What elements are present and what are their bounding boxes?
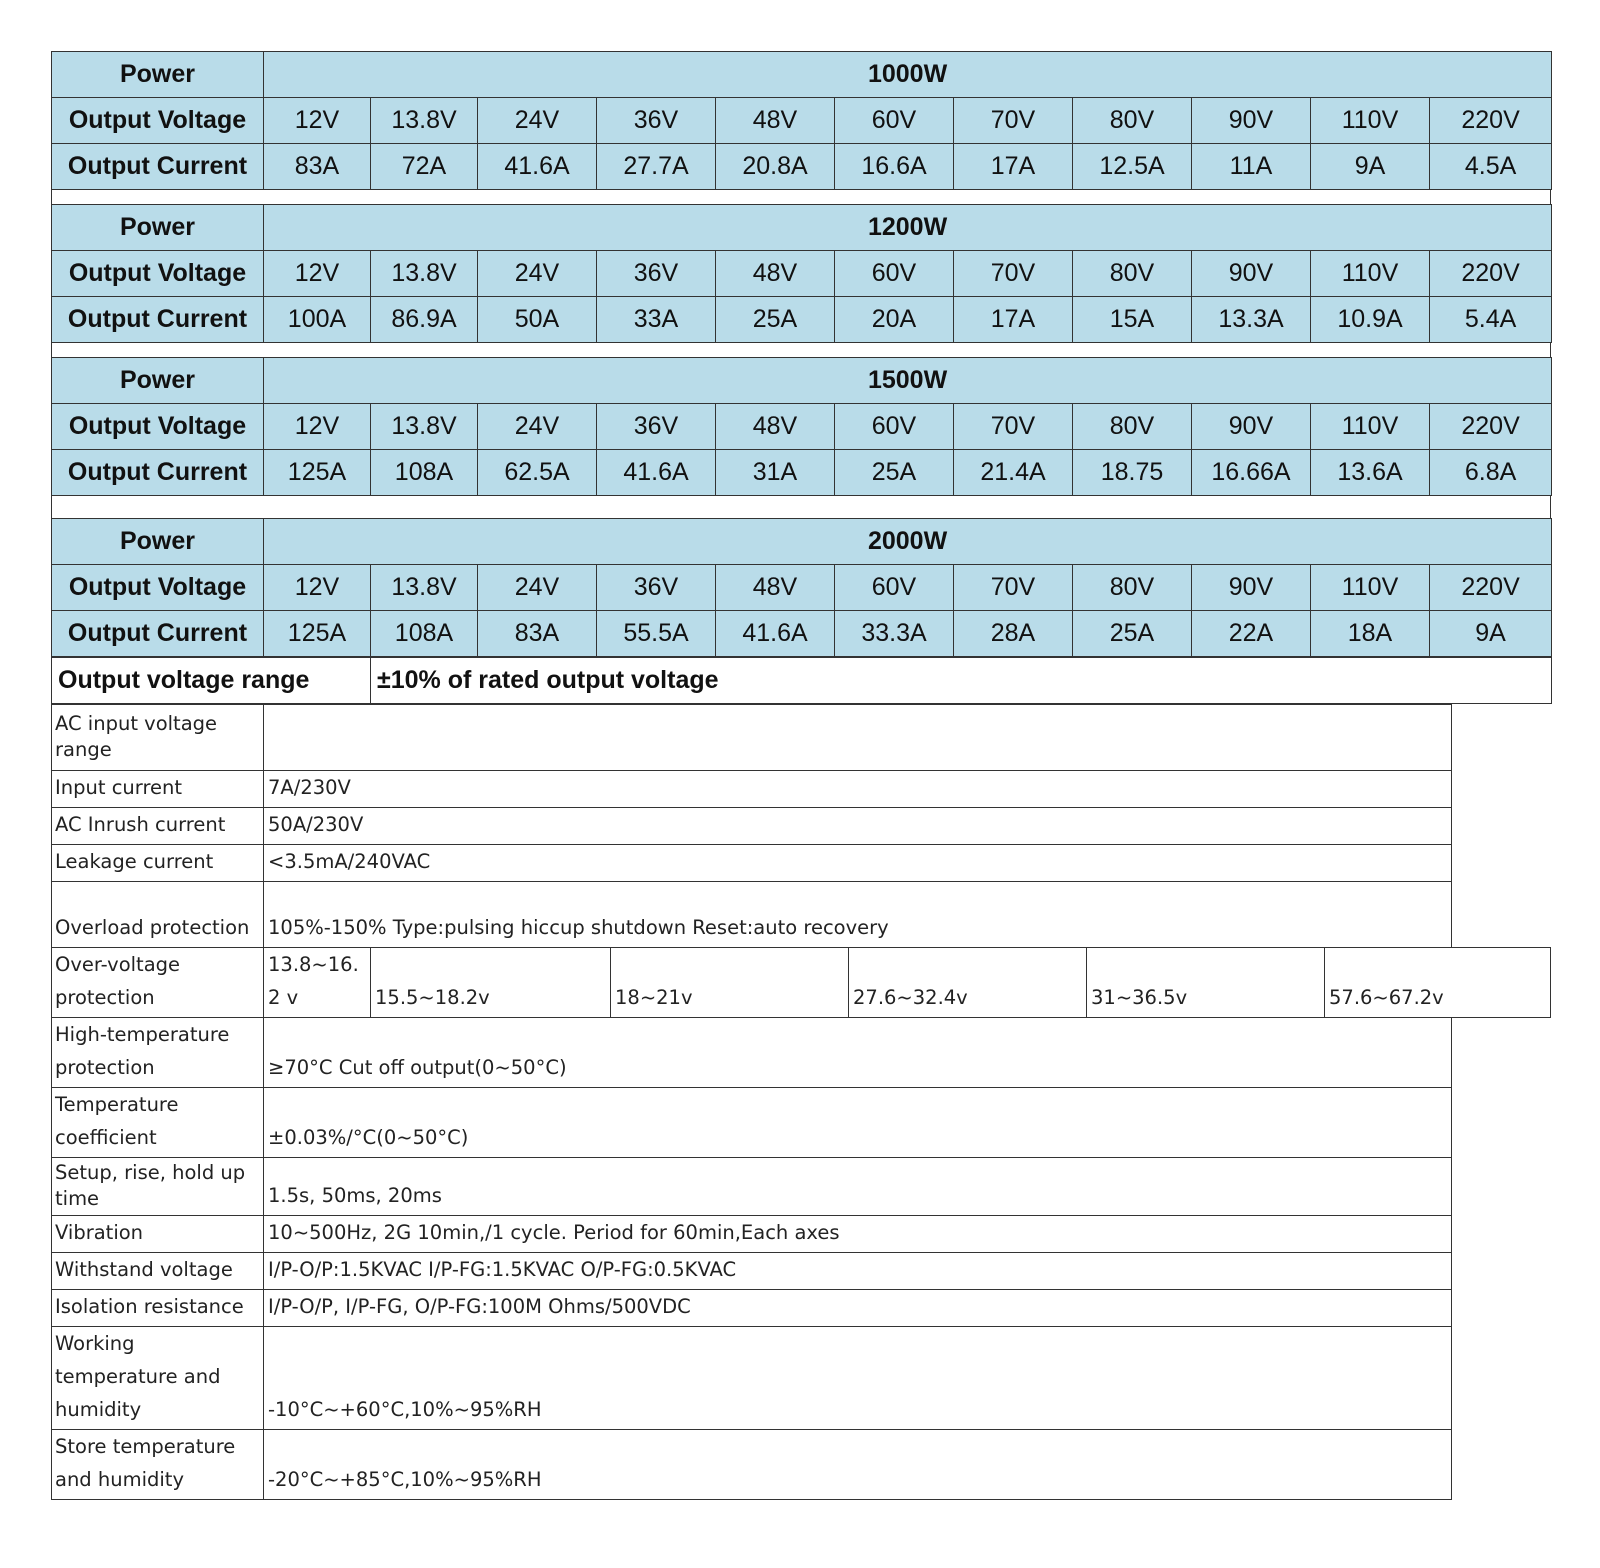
current-cell: 9A: [1311, 144, 1430, 190]
current-cell: 20.8A: [716, 144, 835, 190]
current-cell: 5.4A: [1430, 297, 1552, 343]
current-cell: 13.3A: [1192, 297, 1311, 343]
spec-label: Vibration: [52, 1216, 264, 1253]
spec-row-setup: [52, 1158, 1551, 1216]
output-current-label: Output Current: [52, 611, 264, 657]
spec-value: I/P-O/P:1.5KVAC I/P-FG:1.5KVAC O/P-FG:0.5KVAC: [264, 1253, 1452, 1290]
voltage-cell: 13.8V: [371, 565, 478, 611]
current-cell: 16.66A: [1192, 450, 1311, 496]
specifications-table: [51, 704, 1551, 1500]
current-cell: 83A: [264, 144, 371, 190]
voltage-cell: 48V: [716, 251, 835, 297]
output-voltage-label: Output Voltage: [52, 251, 264, 297]
spec-value: -10°C~+60°C,10%~95%RH: [264, 1327, 1452, 1430]
spec-label: Input current: [52, 771, 264, 808]
spec-value: 1.5s, 50ms, 20ms: [264, 1158, 1452, 1216]
output-current-row: [52, 297, 1552, 343]
voltage-cell: 60V: [835, 404, 954, 450]
current-cell: 33.3A: [835, 611, 954, 657]
spec-label: Working temperature and humidity: [52, 1327, 264, 1430]
voltage-cell: 24V: [478, 251, 597, 297]
spec-value: 7A/230V: [264, 771, 1452, 808]
spec-row-high-temp: [52, 1018, 1551, 1088]
current-cell: 11A: [1192, 144, 1311, 190]
output-current-label: Output Current: [52, 297, 264, 343]
voltage-cell: 70V: [954, 98, 1073, 144]
power-label: Power: [52, 205, 264, 251]
spec-value: ≥70°C Cut off output(0~50°C): [264, 1018, 1452, 1088]
current-cell: 41.6A: [597, 450, 716, 496]
spec-row-inrush: [52, 808, 1551, 845]
spec-row-over-voltage: [52, 948, 1551, 1018]
spec-label: High-temperature protection: [52, 1018, 264, 1088]
ovp-value: 27.6~32.4v: [849, 948, 1087, 1018]
voltage-cell: 48V: [716, 98, 835, 144]
spec-value: -20°C~+85°C,10%~95%RH: [264, 1430, 1452, 1500]
spec-row-working: [52, 1327, 1551, 1430]
spec-label: Store temperature and humidity: [52, 1430, 264, 1500]
ovp-value: 15.5~18.2v: [371, 948, 611, 1018]
voltage-cell: 110V: [1311, 251, 1430, 297]
current-cell: 21.4A: [954, 450, 1073, 496]
voltage-cell: 36V: [597, 565, 716, 611]
output-voltage-label: Output Voltage: [52, 565, 264, 611]
voltage-cell: 70V: [954, 251, 1073, 297]
spec-label: Temperature coefficient: [52, 1088, 264, 1158]
voltage-cell: 12V: [264, 98, 371, 144]
spec-value: ±0.03%/°C(0~50°C): [264, 1088, 1452, 1158]
current-cell: 9A: [1430, 611, 1552, 657]
spec-label: Setup, rise, hold up time: [52, 1158, 264, 1216]
spec-value: 10~500Hz, 2G 10min,/1 cycle. Period for 60min,Each axes: [264, 1216, 1452, 1253]
power-label: Power: [52, 358, 264, 404]
power-table: [51, 51, 1552, 190]
voltage-cell: 220V: [1430, 251, 1552, 297]
current-cell: 50A: [478, 297, 597, 343]
voltage-cell: 110V: [1311, 98, 1430, 144]
current-cell: 41.6A: [478, 144, 597, 190]
voltage-cell: 24V: [478, 98, 597, 144]
power-value: 2000W: [264, 519, 1552, 565]
voltage-cell: 36V: [597, 404, 716, 450]
voltage-cell: 12V: [264, 251, 371, 297]
voltage-cell: 13.8V: [371, 251, 478, 297]
spec-sheet: [51, 51, 1551, 1500]
current-cell: 28A: [954, 611, 1073, 657]
output-current-row: [52, 611, 1552, 657]
output-voltage-row: [52, 565, 1552, 611]
current-cell: 31A: [716, 450, 835, 496]
voltage-cell: 70V: [954, 565, 1073, 611]
voltage-cell: 220V: [1430, 98, 1552, 144]
spec-value: 105%-150% Type:pulsing hiccup shutdown Reset:auto recovery: [264, 882, 1452, 948]
voltage-cell: 12V: [264, 565, 371, 611]
current-cell: 4.5A: [1430, 144, 1552, 190]
output-voltage-range-table: [51, 657, 1552, 704]
current-cell: 33A: [597, 297, 716, 343]
current-cell: 15A: [1073, 297, 1192, 343]
power-row: [52, 358, 1552, 404]
spec-label: Over-voltage protection: [52, 948, 264, 1018]
current-cell: 108A: [371, 611, 478, 657]
current-cell: 18A: [1311, 611, 1430, 657]
voltage-cell: 48V: [716, 404, 835, 450]
voltage-cell: 24V: [478, 404, 597, 450]
spec-value: I/P-O/P, I/P-FG, O/P-FG:100M Ohms/500VDC: [264, 1290, 1452, 1327]
output-current-label: Output Current: [52, 144, 264, 190]
spec-value: <3.5mA/240VAC: [264, 845, 1452, 882]
voltage-cell: 90V: [1192, 404, 1311, 450]
current-cell: 6.8A: [1430, 450, 1552, 496]
voltage-cell: 24V: [478, 565, 597, 611]
ovp-value: 18~21v: [611, 948, 849, 1018]
output-voltage-label: Output Voltage: [52, 98, 264, 144]
output-voltage-row: [52, 98, 1552, 144]
spec-row-isolation: [52, 1290, 1551, 1327]
voltage-cell: 110V: [1311, 404, 1430, 450]
voltage-cell: 220V: [1430, 404, 1552, 450]
voltage-cell: 48V: [716, 565, 835, 611]
table-gap: [51, 343, 1551, 357]
table-gap: [51, 190, 1551, 204]
current-cell: 22A: [1192, 611, 1311, 657]
spec-row-withstand: [52, 1253, 1551, 1290]
current-cell: 17A: [954, 297, 1073, 343]
spec-label: Leakage current: [52, 845, 264, 882]
voltage-cell: 90V: [1192, 565, 1311, 611]
power-table: [51, 518, 1552, 657]
current-cell: 62.5A: [478, 450, 597, 496]
spec-label: Overload protection: [52, 882, 264, 948]
current-cell: 125A: [264, 611, 371, 657]
voltage-cell: 12V: [264, 404, 371, 450]
spec-row-temp-coeff: [52, 1088, 1551, 1158]
voltage-cell: 80V: [1073, 251, 1192, 297]
power-table: [51, 204, 1552, 343]
current-cell: 55.5A: [597, 611, 716, 657]
current-cell: 16.6A: [835, 144, 954, 190]
spec-value: 50A/230V: [264, 808, 1452, 845]
current-cell: 12.5A: [1073, 144, 1192, 190]
current-cell: 25A: [716, 297, 835, 343]
power-label: Power: [52, 519, 264, 565]
voltage-cell: 80V: [1073, 404, 1192, 450]
voltage-cell: 80V: [1073, 565, 1192, 611]
power-value: 1500W: [264, 358, 1552, 404]
power-row: [52, 205, 1552, 251]
power-value: 1000W: [264, 52, 1552, 98]
spec-row-vibration: [52, 1216, 1551, 1253]
current-cell: 25A: [1073, 611, 1192, 657]
current-cell: 13.6A: [1311, 450, 1430, 496]
ovp-value: 57.6~67.2v: [1325, 948, 1551, 1018]
voltage-cell: 90V: [1192, 251, 1311, 297]
current-cell: 20A: [835, 297, 954, 343]
table-gap: [51, 496, 1551, 518]
power-label: Power: [52, 52, 264, 98]
current-cell: 100A: [264, 297, 371, 343]
spec-label: AC input voltage range: [52, 705, 264, 771]
ovp-value: 31~36.5v: [1087, 948, 1325, 1018]
spec-label: Isolation resistance: [52, 1290, 264, 1327]
spec-row-store: [52, 1430, 1551, 1500]
voltage-cell: 13.8V: [371, 404, 478, 450]
current-cell: 10.9A: [1311, 297, 1430, 343]
ovp-value: 13.8~16.2 v: [264, 948, 371, 1018]
output-voltage-range-value: ±10% of rated output voltage: [371, 658, 1552, 704]
spec-label: AC Inrush current: [52, 808, 264, 845]
current-cell: 25A: [835, 450, 954, 496]
voltage-cell: 70V: [954, 404, 1073, 450]
current-cell: 108A: [371, 450, 478, 496]
current-cell: 41.6A: [716, 611, 835, 657]
output-voltage-label: Output Voltage: [52, 404, 264, 450]
power-table: [51, 357, 1552, 496]
voltage-cell: 220V: [1430, 565, 1552, 611]
spec-value: [264, 705, 1452, 771]
output-current-row: [52, 144, 1552, 190]
output-current-label: Output Current: [52, 450, 264, 496]
voltage-cell: 36V: [597, 98, 716, 144]
voltage-cell: 60V: [835, 251, 954, 297]
power-tables: [51, 51, 1551, 657]
power-row: [52, 52, 1552, 98]
spec-row-input-current: [52, 771, 1551, 808]
voltage-cell: 60V: [835, 565, 954, 611]
current-cell: 125A: [264, 450, 371, 496]
spec-row-overload: [52, 882, 1551, 948]
power-value: 1200W: [264, 205, 1552, 251]
current-cell: 86.9A: [371, 297, 478, 343]
spec-row-leakage: [52, 845, 1551, 882]
output-voltage-range-row: [52, 658, 1552, 704]
voltage-cell: 80V: [1073, 98, 1192, 144]
spec-label: Withstand voltage: [52, 1253, 264, 1290]
voltage-cell: 60V: [835, 98, 954, 144]
output-voltage-row: [52, 404, 1552, 450]
output-voltage-row: [52, 251, 1552, 297]
voltage-cell: 13.8V: [371, 98, 478, 144]
output-voltage-range-label: Output voltage range: [52, 658, 371, 704]
output-current-row: [52, 450, 1552, 496]
current-cell: 27.7A: [597, 144, 716, 190]
current-cell: 17A: [954, 144, 1073, 190]
power-row: [52, 519, 1552, 565]
voltage-cell: 90V: [1192, 98, 1311, 144]
current-cell: 72A: [371, 144, 478, 190]
current-cell: 18.75: [1073, 450, 1192, 496]
voltage-cell: 36V: [597, 251, 716, 297]
current-cell: 83A: [478, 611, 597, 657]
spec-row-ac-input: [52, 705, 1551, 771]
voltage-cell: 110V: [1311, 565, 1430, 611]
